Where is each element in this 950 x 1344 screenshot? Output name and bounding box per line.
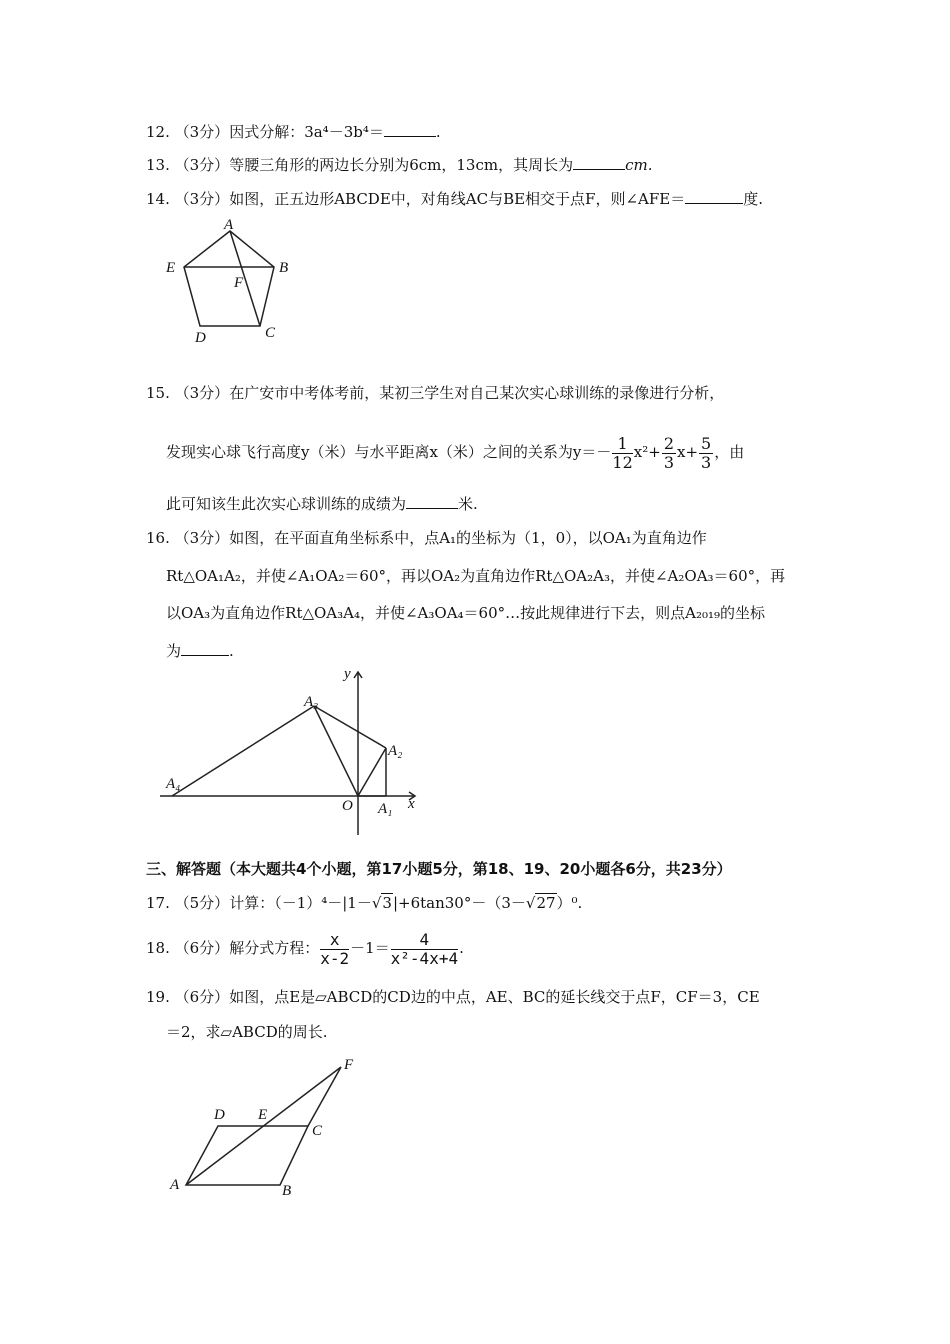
question-16-line4: 为 .: [166, 642, 234, 660]
answer-blank[interactable]: [573, 154, 625, 170]
question-16-line3: 以OA₃为直角边作Rt△OA₃A₄，并使∠A₃OA₄＝60°…按此规律进行下去，则点A₂₀₁₉的坐标: [166, 604, 766, 622]
section-heading: 三、解答题（本大题共4个小题，第17小题5分，第18、19、20小题各6分，共23分）: [146, 860, 732, 878]
label-o: O: [342, 798, 353, 814]
label-a2: A₂: [388, 743, 403, 759]
fraction: $\frac{2}{3}$: [663, 433, 675, 472]
segment-a3a4: [172, 706, 314, 796]
question-19: 19. （6分）如图，点E是▱ABCD的CD边的中点，AE、BC的延长线交于点F，CF＝3，CE: [146, 988, 760, 1006]
fraction: $\frac{x}{x-2}$: [320, 929, 350, 968]
label-a: A: [170, 1177, 180, 1193]
segment-cf: [308, 1067, 341, 1126]
label-y: y: [344, 666, 351, 682]
label-d: D: [214, 1107, 225, 1123]
sqrt: √3: [371, 894, 392, 912]
answer-blank[interactable]: [685, 188, 743, 204]
answer-blank[interactable]: [181, 640, 229, 656]
question-12: 12. （3分）因式分解：3a⁴－3b⁴＝ .: [146, 123, 441, 141]
parallelogram-figure: [166, 1055, 366, 1205]
coordinate-figure: [160, 660, 430, 840]
question-16: 16. （3分）如图，在平面直角坐标系中，点A₁的坐标为（1，0），以OA₁为直角边作: [146, 529, 707, 547]
sqrt: √27: [525, 894, 556, 912]
label-e: E: [166, 260, 176, 276]
question-19-line2: ＝2，求▱ABCD的周长.: [166, 1023, 328, 1041]
question-14: 14. （3分）如图，正五边形ABCDE中，对角线AC与BE相交于点F，则∠AFE＝ 度.: [146, 190, 764, 208]
pentagon-figure: [162, 218, 302, 348]
question-15: 15. （3分）在广安市中考体考前，某初三学生对自己某次实心球训练的录像进行分析，: [146, 384, 725, 402]
label-a1: A₁: [378, 801, 393, 817]
segment-oa2: [358, 748, 386, 796]
question-15-line3: 此可知该生此次实心球训练的成绩为 米.: [166, 495, 478, 513]
question-13: 13. （3分）等腰三角形的两边长分别为6cm，13cm，其周长为 cm.: [146, 156, 653, 174]
label-b: B: [282, 1183, 292, 1199]
parallelogram-abcd: [186, 1126, 308, 1185]
fraction: $\frac{5}{3}$: [701, 433, 712, 472]
label-x: x: [408, 796, 415, 812]
question-16-line2: Rt△OA₁A₂，并使∠A₁OA₂＝60°，再以OA₂为直角边作Rt△OA₂A₃，并使∠A₂OA₃＝60°，再: [166, 567, 786, 585]
label-c: C: [312, 1123, 323, 1139]
answer-blank[interactable]: [384, 121, 436, 137]
label-a4: A₄: [166, 776, 181, 792]
question-18: 18. （6分）解分式方程： $\frac{x}{x-2}$ －1＝ $\frac{4}{\text{x²-4x+4}}$ .: [146, 929, 464, 968]
fraction: $\frac{4}{\text{x²-4x+4}}$: [390, 929, 459, 968]
fraction: $\frac{1}{12}$: [612, 433, 633, 472]
label-d: D: [195, 330, 206, 346]
label-f: F: [344, 1057, 354, 1073]
label-f: F: [234, 275, 244, 291]
label-c: C: [265, 325, 276, 341]
question-17: 17. （5分）计算：（－1）⁴－|1－√3|+6tan30°－（3－√27）⁰.: [146, 894, 583, 912]
label-b: B: [279, 260, 289, 276]
label-a3: A₃: [304, 694, 319, 710]
label-a: A: [224, 217, 234, 233]
pentagon-abcde: [184, 231, 274, 326]
answer-blank[interactable]: [406, 493, 458, 509]
question-15-formula-line: 发现实心球飞行高度y（米）与水平距离x（米）之间的关系为y＝－ $\frac{1}{12}$ x²+ $\frac{2}{3}$ x+ $\frac{5}{3}$ ，由: [166, 433, 745, 472]
label-e: E: [258, 1107, 268, 1123]
